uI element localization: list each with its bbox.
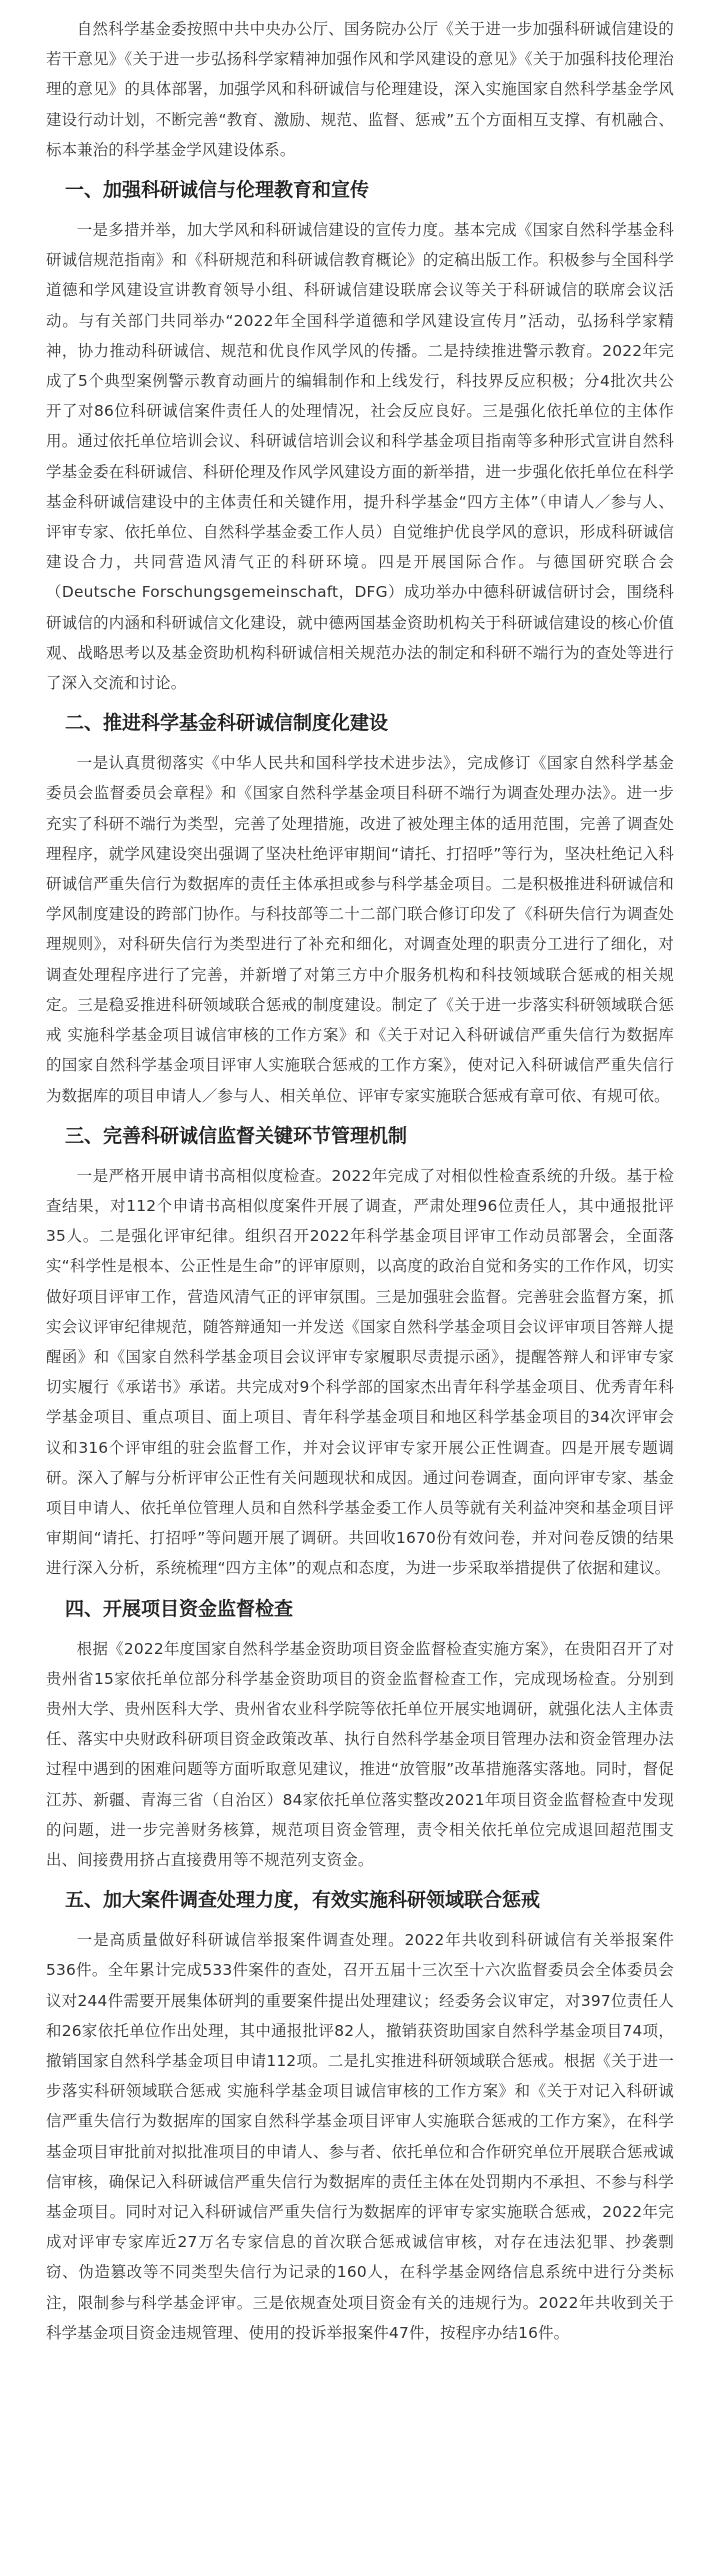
section-5-paragraph: 一是高质量做好科研诚信举报案件调查处理。2022年共收到科研诚信有关举报案件536件。全年累计完成533件案件的查处，召开五届十三次至十六次监督委员会全体委员会议对244件需要开展集体研判的重要案件提出处理建议；经委务会议审定，对397位责任人和26家依托单位作出处理，其中通报批评82人，撤销获资助国家自然科学基金项目74项，撤销国家自然科学基金项目申请112项。二是扎实推进科研领域联合惩戒。根据《关于进一步落实科研领域联合惩戒 实施科学基金项目诚信审核的工作方案》和《关于对记入科研诚信严重失信行为数据库的国家自然科学基金项目评审人实施联合惩戒的工作方案》，在科学基金项目审批前对拟批准项目的申请人、参与者、依托单位和合作研究单位开展联合惩戒诚信审核，确保记入科研诚信严重失信行为数据库的责任主体在处罚期内不承担、不参与科学基金项目。同时对记入科研诚信严重失信行为数据库的评审专家实施联合惩戒，2022年完成对评审专家库近27万名专家信息的首次联合惩戒诚信审核，对存在违法犯罪、抄袭剽窃、伪造篡改等不同类型失信行为记录的160人，在科学基金网络信息系统中进行分类标注，限制参与科学基金评审。三是依规查处项目资金有关的违规行为。2022年共收到关于科学基金项目资金违规管理、使用的投诉举报案件47件，按程序办结16件。 <box>46 1931 674 2342</box>
section-4-paragraph: 根据《2022年度国家自然科学基金资助项目资金监督检查实施方案》，在贵阳召开了对贵州省15家依托单位部分科学基金资助项目的资金监督检查工作，完成现场检查。分别到贵州大学、贵州医科大学、贵州省农业科学院等依托单位开展实地调研，就强化法人主体责任、落实中央财政科研项目资金政策改革、执行自然科学基金项目管理办法和资金管理办法过程中遇到的困难问题等方面听取意见建议，推进“放管服”改革措施落实落地。同时，督促江苏、新疆、青海三省（自治区）84家依托单位落实整改2021年项目资金监督检查中发现的问题，进一步完善财务核算，规范项目资金管理，责令相关依托单位完成退回超范围支出、间接费用挤占直接费用等不规范列支资金。 <box>46 1639 674 1869</box>
section-1-heading: 一、加强科研诚信与伦理教育和宣传 <box>65 179 370 202</box>
section-2-paragraph: 一是认真贯彻落实《中华人民共和国科学技术进步法》，完成修订《国家自然科学基金委员会监督委员会章程》和《国家自然科学基金项目科研不端行为调查处理办法》。进一步充实了科研不端行为类型，完善了处理措施，改进了被处理主体的适用范围，完善了调查处理程序，就学风建设突出强调了坚决杜绝评审期间“请托、打招呼”等行为，坚决杜绝记入科研诚信严重失信行为数据库的责任主体承担或参与科学基金项目。二是积极推进科研诚信和学风制度建设的跨部门协作。与科技部等二十二部门联合修订印发了《科研失信行为调查处理规则》，对科研失信行为类型进行了补充和细化，对调查处理的职责分工进行了细化，对调查处理程序进行了完善，并新增了对第三方中介服务机构和科技领域联合惩戒的相关规定。三是稳妥推进科研领域联合惩戒的制度建设。制定了《关于进一步落实科研领域联合惩戒 实施科学基金项目诚信审核的工作方案》和《关于对记入科研诚信严重失信行为数据库的国家自然科学基金项目评审人实施联合惩戒的工作方案》，使对记入科研诚信严重失信行为数据库的项目申请人／参与人、相关单位、评审专家实施联合惩戒有章可依、有规可依。 <box>46 754 674 1105</box>
section-5-heading: 五、加大案件调查处理力度，有效实施科研领域联合惩戒 <box>65 1889 541 1912</box>
section-1-paragraph: 一是多措并举，加大学风和科研诚信建设的宣传力度。基本完成《国家自然科学基金科研诚信规范指南》和《科研规范和科研诚信教育概论》的定稿出版工作。积极参与全国科学道德和学风建设宣讲教育领导小组、科研诚信建设联席会议等关于科研诚信的联席会议活动。与有关部门共同举办“2022年全国科学道德和学风建设宣传月”活动，弘扬科学家精神，协力推动科研诚信、规范和优良作风学风的传播。二是持续推进警示教育。2022年完成了5个典型案例警示教育动画片的编辑制作和上线发行，科技界反应积极；分4批次共公开了对86位科研诚信案件责任人的处理情况，社会反应良好。三是强化依托单位的主体作用。通过依托单位培训会议、科研诚信培训会议和科学基金项目指南等多种形式宣讲自然科学基金委在科研诚信、科研伦理及作风学风建设方面的新举措，进一步强化依托单位在科学基金科研诚信建设中的主体责任和关键作用，提升科学基金“四方主体”（申请人／参与人、评审专家、依托单位、自然科学基金委工作人员）自觉维护优良学风的意识，形成科研诚信建设合力，共同营造风清气正的科研环境。四是开展国际合作。与德国研究联合会（Deutsche Forschungsgemeinschaft，DFG）成功举办中德科研诚信研讨会，围绕科研诚信的内涵和科研诚信文化建设，就中德两国基金资助机构关于科研诚信建设的核心价值观、战略思考以及基金资助机构科研诚信相关规范办法的制定和科研不端行为的查处等进行了深入交流和讨论。 <box>46 221 674 693</box>
intro-paragraph: 自然科学基金委按照中共中央办公厅、国务院办公厅《关于进一步加强科研诚信建设的若干意见》《关于进一步弘扬科学家精神加强作风和学风建设的意见》《关于加强科技伦理治理的意见》的具体部署，加强学风和科研诚信与伦理建设，深入实施国家自然科学基金学风建设行动计划，不断完善“教育、激励、规范、监督、惩戒”五个方面相互支撑、有机融合、标本兼治的科学基金学风建设体系。 <box>46 20 674 159</box>
section-3-heading: 三、完善科研诚信监督关键环节管理机制 <box>65 1124 408 1147</box>
section-4-heading: 四、开展项目资金监督检查 <box>65 1597 294 1620</box>
section-2-heading: 二、推进科学基金科研诚信制度化建设 <box>65 712 389 735</box>
section-3-paragraph: 一是严格开展申请书高相似度检查。2022年完成了对相似性检查系统的升级。基于检查结果，对112个申请书高相似度案件开展了调查，严肃处理96位责任人，其中通报批评35人。二是强化评审纪律。组织召开2022年科学基金项目评审工作动员部署会，全面落实“科学性是根本、公正性是生命”的评审原则，以高度的政治自觉和务实的工作作风，切实做好项目评审工作，营造风清气正的评审氛围。三是加强驻会监督。完善驻会监督方案，抓实会议评审纪律规范，随答辩通知一并发送《国家自然科学基金项目会议评审项目答辩人提醒函》和《国家自然科学基金项目会议评审专家履职尽责提示函》，提醒答辩人和评审专家切实履行《承诺书》承诺。共完成对9个科学部的国家杰出青年科学基金项目、优秀青年科学基金项目、重点项目、面上项目、青年科学基金项目和地区科学基金项目的34次评审会议和316个评审组的驻会监督工作，并对会议评审专家开展公正性调查。四是开展专题调研。深入了解与分析评审公正性有关问题现状和成因。通过问卷调查，面向评审专家、基金项目申请人、依托单位管理人员和自然科学基金委工作人员等就有关利益冲突和基金项目评审期间“请托、打招呼”等问题开展了调研。共回收1670份有效问卷，并对问卷反馈的结果进行深入分析，系统梳理“四方主体”的观点和态度，为进一步采取举措提供了依据和建议。 <box>46 1166 674 1578</box>
